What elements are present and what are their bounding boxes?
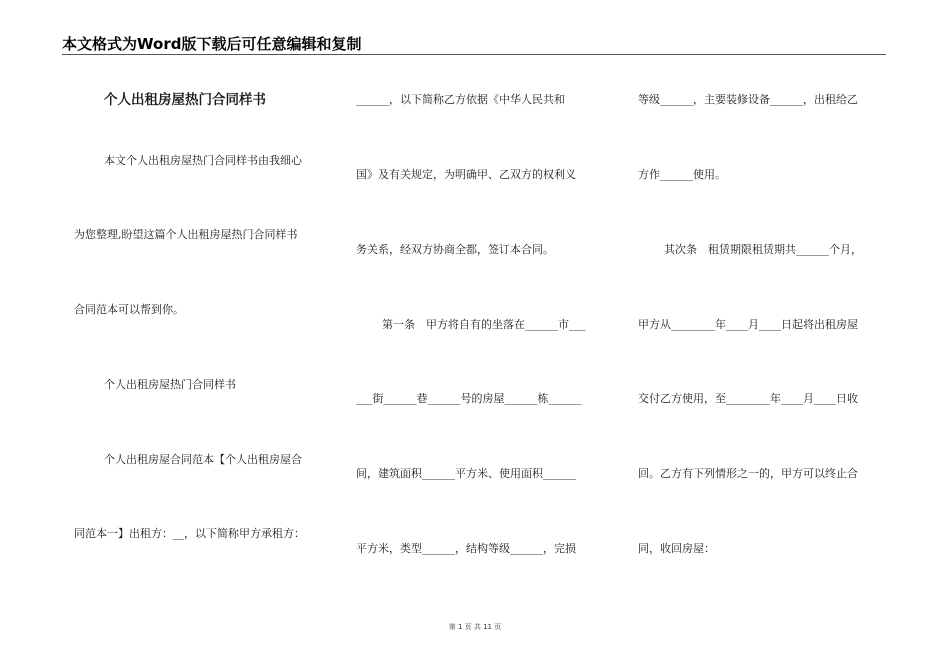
document-title: 个人出租房屋热门合同样书	[104, 92, 266, 108]
paragraph-line: 同范本一】出租方：__，以下简称甲方承租方：	[74, 527, 305, 540]
paragraph-line: 个人出租房屋合同范本【个人出租房屋合	[104, 453, 302, 466]
paragraph-line: 甲方从________年____月____日起将出租房屋	[638, 318, 858, 331]
paragraph-line: 同，收回房屋：	[638, 542, 715, 555]
paragraph-line: 合同范本可以帮到你。	[74, 303, 184, 316]
paragraph-line: 方作______使用。	[638, 168, 726, 181]
document-header: 本文格式为Word版下载后可任意编辑和复制	[62, 35, 362, 53]
article-heading: 其次条 租赁期限租赁期共______个月，	[664, 243, 862, 256]
paragraph-line: 等级______，主要装修设备______，出租给乙	[638, 93, 858, 106]
paragraph-line: 间，建筑面积______平方米、使用面积______	[356, 467, 576, 480]
paragraph-line: 务关系，经双方协商全都，签订本合同。	[356, 243, 554, 256]
section-heading: 个人出租房屋热门合同样书	[104, 378, 236, 391]
paragraph-line: 本文个人出租房屋热门合同样书由我细心	[104, 154, 302, 167]
text-column-3	[638, 60, 888, 620]
text-column-2	[356, 60, 606, 620]
article-heading: 第一条 甲方将自有的坐落在______市___	[382, 318, 586, 331]
paragraph-line: 回。乙方有下列情形之一的，甲方可以终止合	[638, 467, 858, 480]
text-column-1	[74, 60, 324, 620]
page-number: 第 1 页 共 11 页	[448, 623, 502, 631]
paragraph-line: 平方米，类型______，结构等级______，完损	[356, 542, 576, 555]
paragraph-line: 交付乙方使用，至________年____月____日收	[638, 392, 858, 405]
paragraph-line: 为您整理,盼望这篇个人出租房屋热门合同样书	[74, 228, 298, 241]
header-divider	[62, 54, 886, 55]
paragraph-line: ___街______巷______号的房屋______栋______	[356, 392, 582, 405]
paragraph-line: 国》及有关规定，为明确甲、乙双方的权利义	[356, 168, 576, 181]
paragraph-line: ______，以下简称乙方依据《中华人民共和	[356, 93, 565, 106]
